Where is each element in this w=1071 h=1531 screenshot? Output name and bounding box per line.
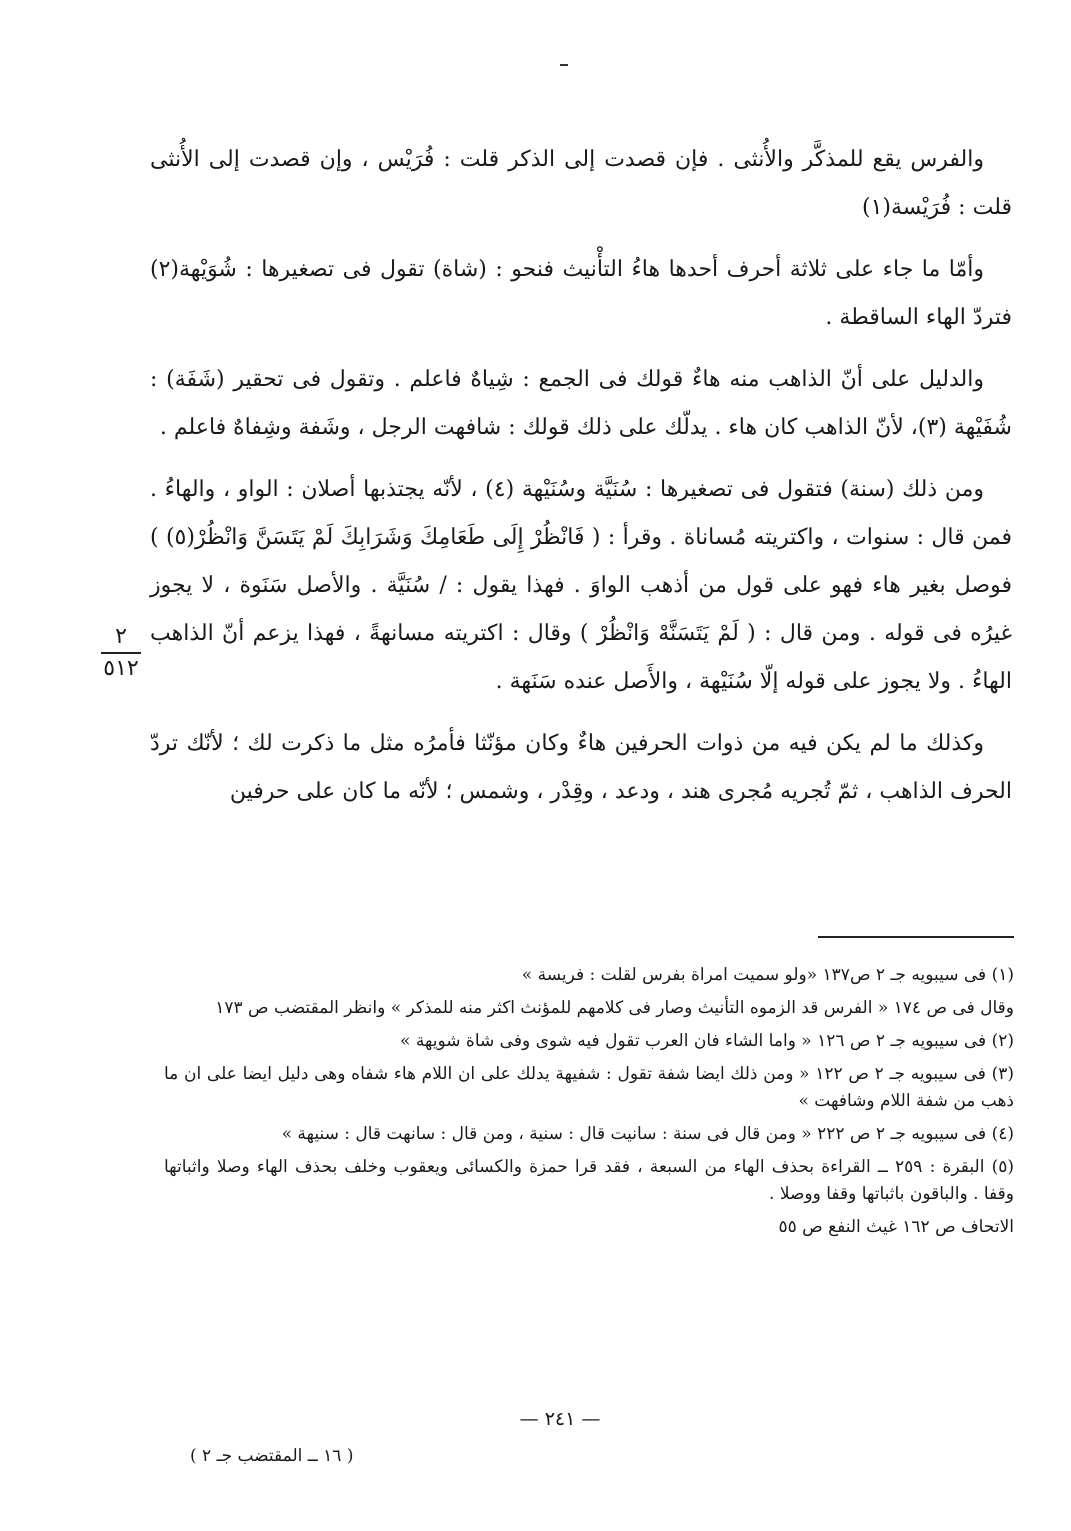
margin-reference [96, 624, 146, 682]
page-number: — ٢٤١ — [519, 1408, 601, 1430]
signature-mark: ( ١٦ ــ المقتضب جـ ٢ ) [190, 1446, 354, 1466]
main-text [150, 136, 1012, 830]
footnote-3: (٣) فى سيبويه جـ ٢ ص ١٢٢ « ومن ذلك ايضا شفة تقول : شفيهة يدلك على ان اللام هاء شفاه وهى دليل ايضا على ان ما ذهب من شفة اللام وشافهت » [164, 1064, 1014, 1111]
footnote-2: (٢) فى سيبويه جـ ٢ ص ١٢٦ « واما الشاء فان العرب تقول فيه شوى وفى شاة شويهة » [400, 1031, 1014, 1051]
footnote-5-source: الاتحاف ص ١٦٢ غيث النفع ص ٥٥ [778, 1217, 1014, 1237]
paragraph-3: والدليل على أنّ الذاهب منه هاءٌ قولك فى الجمع : شِياهٌ فاعلم . وتقول فى تحقير (شَفَة) : شُفَيْهة (٣)، لأنّ الذاهب كان هاء . يدلّك على ذلك قولك : شافهت الرجل ، وشَفة وشِفاهٌ فاعلم . [150, 367, 1012, 440]
margin-reference-bottom: ٥١٢ [103, 656, 139, 681]
footnote-5: (٥) البقرة : ٢٥٩ ــ القراءة بحذف الهاء من السبعة ، فقد قرا حمزة والكسائى ويعقوب وخلف بحذف الهاء وصلا واثباتها وقفا . والباقون باثباتها وقفا ووصلا . [164, 1157, 1014, 1204]
paragraph-5: وكذلك ما لم يكن فيه من ذوات الحرفين هاءٌ وكان مؤنّثا فأمرُه مثل ما ذكرت لك ؛ لأنّك تردّ الحرف الذاهب ، ثمّ تُجريه مُجرى هند ، ودعد ، وقِدْر ، وشمس ؛ لأنّه ما كان على حرفين [150, 731, 1012, 804]
footnote-1-cont: وقال فى ص ١٧٤ « الفرس قد الزموه التأنيث وصار فى كلامهم للمؤنث اكثر منه للمذكر » وانظر المقتضب ص ١٧٣ [215, 998, 1014, 1018]
paragraph-2: وأمّا ما جاء على ثلاثة أحرف أحدها هاءُ التأْنيث فنحو : (شاة) تقول فى تصغيرها : شُوَيْهة(٢) فتردّ الهاء الساقطة . [150, 257, 1012, 330]
footnotes [164, 962, 1014, 1247]
paragraph-4: ومن ذلك (سنة) فتقول فى تصغيرها : سُنَيَّة وسُنَيْهة (٤) ، لأنّه يجتذبها أصلان : الواو ، والهاءُ . فمن قال : سنوات ، واكتريته مُساناة . وقرأ : ( فَانْظُرْ إِلَى طَعَامِكَ وَشَرَابِكَ لَمْ يَتَسَنَّ وَانْظُرْ(٥) ) فوصل بغير هاء فهو على قول من أذهب الواوَ . فهذا يقول : / سُنَيَّة . والأصل سَنَوة ، لا يجوز غيرُه فى قوله . ومن قال : ( لَمْ يَتَسَنَّهْ وَانْظُرْ ) وقال : اكتريته مسانهةً ، فهذا يزعم أنّ الذاهب الهاءُ . ولا يجوز على قوله إلّا سُنَيْهة ، والأَصل عنده سَنَهة . [150, 477, 1012, 694]
paragraph-1: والفرس يقع للمذكَّر والأُنثى . فإن قصدت إلى الذكر قلت : فُرَيْس ، وإن قصدت إلى الأُنثى قلت : فُرَيْسة(١) [150, 147, 1012, 220]
margin-reference-line [101, 652, 141, 654]
footnote-1: (١) فى سيبويه جـ ٢ ص١٣٧ «ولو سميت امراة بفرس لقلت : فريسة » [521, 965, 1014, 985]
top-mark [560, 64, 568, 66]
footnote-divider [818, 936, 1014, 938]
margin-reference-top: ٢ [115, 624, 127, 649]
footnote-4: (٤) فى سيبويه جـ ٢ ص ٢٢٢ « ومن قال فى سنة : سانيت قال : سنية ، ومن قال : سانهت قال : سنيهة » [281, 1124, 1014, 1144]
